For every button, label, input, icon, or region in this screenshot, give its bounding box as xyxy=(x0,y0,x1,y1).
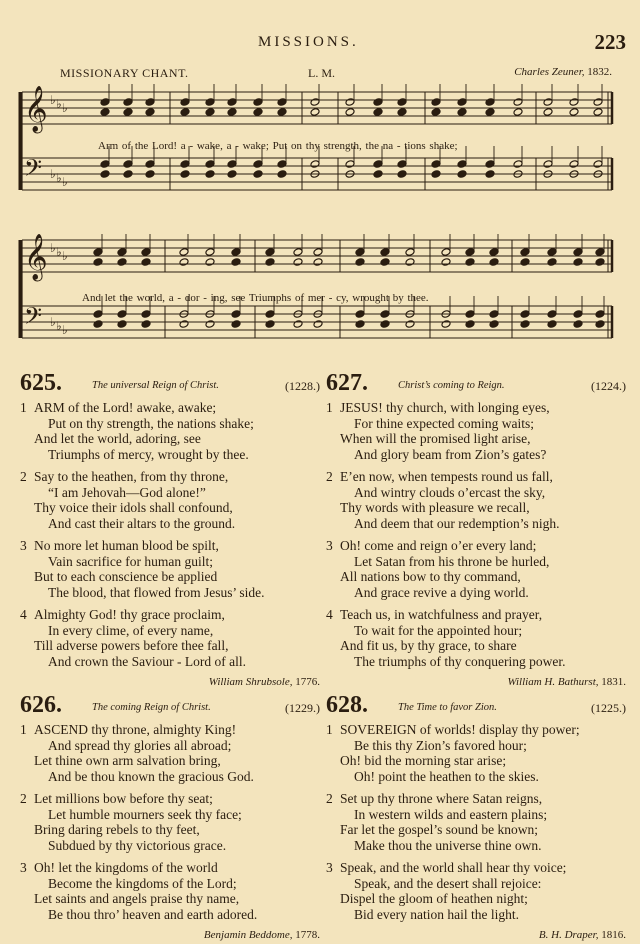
note-head xyxy=(457,108,467,117)
tune-composer-name: Charles Zeuner, xyxy=(514,66,585,78)
author-name: B. H. Draper, xyxy=(538,929,599,941)
note-head xyxy=(520,320,530,329)
note-head xyxy=(205,258,215,267)
bass-clef-icon: 𝄢 xyxy=(24,302,43,335)
note-head xyxy=(265,320,275,329)
note-head xyxy=(573,258,583,267)
note-head xyxy=(205,170,215,179)
verse-line: Oh! let the kingdoms of the world xyxy=(34,860,218,875)
verse-line: Thy words with pleasure we recall, xyxy=(340,500,530,515)
note-head xyxy=(547,320,557,329)
verse-line: Bring daring rebels to thy feet, xyxy=(34,822,200,837)
verse-number: 1 xyxy=(326,400,333,415)
note-head xyxy=(441,320,451,329)
note-head xyxy=(277,98,287,107)
verse-line: Make thou the universe thine own. xyxy=(354,837,542,853)
note-head xyxy=(205,108,215,117)
note-head xyxy=(277,170,287,179)
note-head xyxy=(441,248,451,257)
verse-line: Vain sacrifice for human guilt; xyxy=(48,553,213,569)
note-head xyxy=(489,310,499,319)
author-name: William H. Bathurst, xyxy=(507,676,599,688)
verse-line: To wait for the appointed hour; xyxy=(354,622,523,638)
verse-line: Oh! point the heathen to the skies. xyxy=(354,768,539,784)
note-head xyxy=(231,320,241,329)
hymn-number: 628. xyxy=(326,692,368,718)
verse-line: Teach us, in watchfulness and prayer, xyxy=(340,607,543,622)
note-head xyxy=(180,98,190,107)
stanza xyxy=(20,538,320,600)
note-head xyxy=(547,248,557,257)
note-head xyxy=(547,310,557,319)
note-head xyxy=(227,170,237,179)
note-head xyxy=(457,170,467,179)
verse-number: 2 xyxy=(326,469,333,484)
note-head xyxy=(313,320,323,329)
verse-number: 4 xyxy=(326,607,333,622)
tune-composer xyxy=(514,66,612,78)
left-column xyxy=(20,370,320,941)
note-head xyxy=(180,170,190,179)
stanza xyxy=(326,538,626,600)
note-head xyxy=(431,108,441,117)
hymn-header xyxy=(20,370,320,400)
note-head xyxy=(485,98,495,107)
note-head xyxy=(100,108,110,117)
note-head xyxy=(205,248,215,257)
note-head xyxy=(373,170,383,179)
hymn-625 xyxy=(20,370,320,688)
note-head xyxy=(380,310,390,319)
author-name: Benjamin Beddome, xyxy=(203,929,293,941)
hymn-header xyxy=(20,692,320,722)
verse-number: 3 xyxy=(20,538,27,553)
verse-number: 2 xyxy=(326,791,333,806)
stanza xyxy=(20,469,320,531)
note-head xyxy=(123,98,133,107)
note-head xyxy=(573,310,583,319)
hymn-meter: (1228.) xyxy=(285,379,320,393)
hymn-title: Christ’s coming to Reign. xyxy=(398,380,505,391)
note-head xyxy=(465,258,475,267)
note-head xyxy=(569,108,579,117)
note-head xyxy=(310,108,320,117)
verse-line: SOVEREIGN of worlds! display thy power; xyxy=(340,722,580,737)
note-head xyxy=(100,170,110,179)
note-head xyxy=(145,160,155,169)
note-head xyxy=(265,310,275,319)
note-head xyxy=(231,248,241,257)
verse-line: Speak, and the world shall hear thy voice; xyxy=(340,860,567,875)
flat-icon: ♭ xyxy=(62,323,68,337)
author-year: 1816. xyxy=(601,929,626,941)
verse-line: Till adverse powers before thee fall, xyxy=(34,638,229,653)
note-head xyxy=(543,98,553,107)
stanza-list xyxy=(20,722,320,922)
verse-line: Let millions bow before thy seat; xyxy=(34,791,213,806)
note-head xyxy=(253,170,263,179)
verse-line: Let humble mourners seek thy face; xyxy=(48,806,242,822)
note-head xyxy=(277,160,287,169)
stanza xyxy=(20,791,320,853)
note-head xyxy=(593,160,603,169)
author-year: 1831. xyxy=(601,676,626,688)
note-head xyxy=(227,108,237,117)
verse-line: Oh! come and reign o’er every land; xyxy=(340,538,537,553)
author-name: William Shrubsole, xyxy=(208,676,293,688)
verse-line: Become the kingdoms of the Lord; xyxy=(48,875,237,891)
note-head xyxy=(253,98,263,107)
note-head xyxy=(380,248,390,257)
note-head xyxy=(93,258,103,267)
note-head xyxy=(117,248,127,257)
note-head xyxy=(513,98,523,107)
treble-clef-icon: 𝄞 xyxy=(24,86,48,132)
hymn-number: 626. xyxy=(20,692,62,718)
verse-line: Triumphs of mercy, wrought by thee. xyxy=(48,446,249,462)
verse-line: Thy voice their idols shall confound, xyxy=(34,500,233,515)
note-head xyxy=(355,258,365,267)
note-head xyxy=(595,310,605,319)
verse-line: The triumphs of thy conquering power. xyxy=(354,653,566,669)
verse-line: Subdued by thy victorious grace. xyxy=(48,837,227,853)
lyrics-line-1: Arm of the Lord! a - wake, a - wake; Put on thy strength, the na - tions shake; xyxy=(98,140,458,152)
note-head xyxy=(277,108,287,117)
tune-heading xyxy=(0,66,640,82)
note-head xyxy=(123,160,133,169)
note-head xyxy=(310,98,320,107)
note-head xyxy=(593,108,603,117)
verse-line: Let saints and angels praise thy name, xyxy=(34,891,240,906)
note-head xyxy=(397,98,407,107)
note-head xyxy=(513,108,523,117)
note-head xyxy=(595,258,605,267)
verse-line: ARM of the Lord! awake, awake; xyxy=(34,400,217,415)
flat-icon: ♭ xyxy=(56,319,62,333)
verse-number: 1 xyxy=(20,722,27,737)
verse-line: Dispel the gloom of heathen night; xyxy=(340,891,528,906)
verse-line: JESUS! thy church, with longing eyes, xyxy=(340,400,550,415)
stanza xyxy=(326,469,626,531)
verse-line: No more let human blood be spilt, xyxy=(34,538,219,553)
note-head xyxy=(117,310,127,319)
verse-line: Oh! bid the morning star arise; xyxy=(340,753,507,768)
hymn-number: 625. xyxy=(20,370,62,396)
note-head xyxy=(405,258,415,267)
bass-clef-icon: 𝄢 xyxy=(24,154,43,187)
verse-line: Let Satan from his throne be hurled, xyxy=(354,553,550,569)
running-head xyxy=(0,30,640,56)
note-head xyxy=(543,108,553,117)
note-head xyxy=(397,170,407,179)
flat-icon: ♭ xyxy=(50,93,56,107)
flat-icon: ♭ xyxy=(50,315,56,329)
verse-line: Almighty God! thy grace proclaim, xyxy=(34,607,225,622)
note-head xyxy=(373,108,383,117)
note-head xyxy=(253,108,263,117)
verse-number: 4 xyxy=(20,607,27,622)
stanza-list xyxy=(326,400,626,669)
flat-icon: ♭ xyxy=(50,167,56,181)
hymn-title: The universal Reign of Christ. xyxy=(92,380,219,391)
tune-composer-year: 1832. xyxy=(587,66,612,78)
note-head xyxy=(569,98,579,107)
hymn-header xyxy=(326,370,626,400)
verse-line: And grace revive a dying world. xyxy=(354,584,529,600)
note-head xyxy=(457,160,467,169)
verse-line: The blood, that flowed from Jesus’ side. xyxy=(48,584,265,600)
verse-line: And spread thy glories all abroad; xyxy=(48,737,232,753)
note-head xyxy=(595,320,605,329)
note-head xyxy=(179,248,189,257)
note-head xyxy=(345,108,355,117)
note-head xyxy=(145,170,155,179)
note-head xyxy=(179,258,189,267)
page-number: 223 xyxy=(594,30,626,54)
note-head xyxy=(345,160,355,169)
note-head xyxy=(489,320,499,329)
note-head xyxy=(380,320,390,329)
hymn-author xyxy=(326,929,626,941)
treble-clef-icon: 𝄞 xyxy=(24,234,48,280)
tune-meter: L. M. xyxy=(308,66,335,80)
stanza xyxy=(326,400,626,462)
note-head xyxy=(431,98,441,107)
note-head xyxy=(431,160,441,169)
flat-icon: ♭ xyxy=(50,241,56,255)
verse-line: ASCEND thy throne, almighty King! xyxy=(34,722,237,737)
note-head xyxy=(141,248,151,257)
note-head xyxy=(293,248,303,257)
verse-line: Far let the gospel’s sound be known; xyxy=(340,822,538,837)
verse-line: Set up thy throne where Satan reigns, xyxy=(340,791,543,806)
note-head xyxy=(485,160,495,169)
hymn-title: The Time to favor Zion. xyxy=(398,702,497,713)
flat-icon: ♭ xyxy=(56,171,62,185)
stanza-list xyxy=(20,400,320,669)
verse-line: Bid every nation hail the light. xyxy=(354,906,519,922)
note-head xyxy=(485,108,495,117)
author-year: 1776. xyxy=(295,676,320,688)
note-head xyxy=(457,98,467,107)
flat-icon: ♭ xyxy=(56,245,62,259)
note-head xyxy=(93,320,103,329)
hymn-628 xyxy=(326,692,626,941)
note-head xyxy=(253,160,263,169)
hymn-meter: (1225.) xyxy=(591,701,626,715)
verse-line: In western wilds and eastern plains; xyxy=(354,806,548,822)
note-head xyxy=(205,160,215,169)
verse-line: And deem that our redemption’s nigh. xyxy=(354,515,560,531)
stanza xyxy=(20,607,320,669)
hymn-title: The coming Reign of Christ. xyxy=(92,702,211,713)
verse-line: And let the world, adoring, see xyxy=(34,431,201,446)
note-head xyxy=(380,258,390,267)
verse-line: E’en now, when tempests round us fall, xyxy=(340,469,553,484)
verse-number: 2 xyxy=(20,791,27,806)
verse-line: Let thine own arm salvation bring, xyxy=(34,753,221,768)
note-head xyxy=(179,320,189,329)
note-head xyxy=(313,258,323,267)
hymn-meter: (1229.) xyxy=(285,701,320,715)
note-head xyxy=(465,320,475,329)
note-head xyxy=(373,98,383,107)
hymn-author xyxy=(20,929,320,941)
note-head xyxy=(441,258,451,267)
note-head xyxy=(431,170,441,179)
stanza xyxy=(20,860,320,922)
hymn-author xyxy=(326,676,626,688)
note-head xyxy=(231,310,241,319)
note-head xyxy=(489,248,499,257)
stanza xyxy=(326,791,626,853)
note-head xyxy=(123,108,133,117)
verse-line: But to each conscience be applied xyxy=(34,569,218,584)
flat-icon: ♭ xyxy=(62,101,68,115)
verse-number: 3 xyxy=(20,860,27,875)
note-head xyxy=(520,248,530,257)
hymn-number: 627. xyxy=(326,370,368,396)
verse-line: Speak, and the desert shall rejoice: xyxy=(354,875,542,891)
note-head xyxy=(145,108,155,117)
verse-line: Put on thy strength, the nations shake; xyxy=(48,415,254,431)
note-head xyxy=(265,258,275,267)
verse-line: And be thou known the gracious God. xyxy=(48,768,254,784)
note-head xyxy=(520,258,530,267)
stanza xyxy=(326,722,626,784)
note-head xyxy=(345,98,355,107)
note-head xyxy=(373,160,383,169)
note-head xyxy=(265,248,275,257)
tune-name: MISSIONARY CHANT. xyxy=(60,66,189,80)
hymn-header xyxy=(326,692,626,722)
note-head xyxy=(595,248,605,257)
stanza-list xyxy=(326,722,626,922)
note-head xyxy=(543,160,553,169)
note-head xyxy=(100,98,110,107)
note-head xyxy=(180,160,190,169)
verse-line: And cast their altars to the ground. xyxy=(48,515,236,531)
verse-line: “I am Jehovah—God alone!” xyxy=(48,484,206,500)
note-head xyxy=(397,160,407,169)
stanza xyxy=(20,722,320,784)
note-head xyxy=(117,320,127,329)
note-head xyxy=(205,98,215,107)
verse-number: 3 xyxy=(326,860,333,875)
verse-line: When will the promised light arise, xyxy=(340,431,531,446)
page-title: MISSIONS. xyxy=(258,34,359,50)
flat-icon: ♭ xyxy=(62,175,68,189)
note-head xyxy=(93,310,103,319)
verse-number: 3 xyxy=(326,538,333,553)
note-head xyxy=(405,320,415,329)
note-head xyxy=(100,160,110,169)
note-head xyxy=(145,98,155,107)
note-head xyxy=(141,310,151,319)
verse-number: 1 xyxy=(326,722,333,737)
note-head xyxy=(313,248,323,257)
note-head xyxy=(180,108,190,117)
note-head xyxy=(513,160,523,169)
note-head xyxy=(355,248,365,257)
note-head xyxy=(485,170,495,179)
note-head xyxy=(405,248,415,257)
note-head xyxy=(520,310,530,319)
stanza xyxy=(20,400,320,462)
verse-line: And wintry clouds o’ercast the sky, xyxy=(354,484,546,500)
hymn-author xyxy=(20,676,320,688)
note-head xyxy=(117,258,127,267)
verse-line: And fit us, by thy grace, to share xyxy=(340,638,517,653)
flat-icon: ♭ xyxy=(56,97,62,111)
stanza xyxy=(326,607,626,669)
hymn-627 xyxy=(326,370,626,688)
verse-line: Say to the heathen, from thy throne, xyxy=(34,469,229,484)
note-head xyxy=(293,258,303,267)
note-head xyxy=(569,160,579,169)
note-head xyxy=(123,170,133,179)
note-head xyxy=(465,248,475,257)
note-head xyxy=(547,258,557,267)
author-year: 1778. xyxy=(295,929,320,941)
verse-line: For thine expected coming waits; xyxy=(354,415,534,431)
note-head xyxy=(489,258,499,267)
note-head xyxy=(231,258,241,267)
flat-icon: ♭ xyxy=(62,249,68,263)
note-head xyxy=(355,310,365,319)
verse-number: 2 xyxy=(20,469,27,484)
note-head xyxy=(141,258,151,267)
note-head xyxy=(397,108,407,117)
verse-line: And crown the Saviour - Lord of all. xyxy=(48,653,246,669)
note-head xyxy=(355,320,365,329)
note-head xyxy=(141,320,151,329)
verse-line: Be thou thro’ heaven and earth adored. xyxy=(48,906,258,922)
verse-line: In every clime, of every name, xyxy=(48,622,214,638)
note-head xyxy=(227,160,237,169)
note-head xyxy=(465,310,475,319)
note-head xyxy=(310,160,320,169)
note-head xyxy=(93,248,103,257)
lyrics-line-2: And let the world, a - dor - ing, see Triumphs of mer - cy, wrought by thee. xyxy=(82,292,429,304)
hymn-meter: (1224.) xyxy=(591,379,626,393)
hymn-626 xyxy=(20,692,320,941)
staff-lines xyxy=(20,84,612,190)
staff-lines xyxy=(20,234,612,338)
right-column xyxy=(326,370,626,941)
verse-line: All nations bow to thy command, xyxy=(340,569,521,584)
stanza xyxy=(326,860,626,922)
note-head xyxy=(293,320,303,329)
note-head xyxy=(573,320,583,329)
note-head xyxy=(227,98,237,107)
note-head xyxy=(205,320,215,329)
verse-line: And glory beam from Zion’s gates? xyxy=(354,446,547,462)
note-head xyxy=(573,248,583,257)
verse-line: Be this thy Zion’s favored hour; xyxy=(354,737,527,753)
verse-number: 1 xyxy=(20,400,27,415)
note-head xyxy=(593,98,603,107)
